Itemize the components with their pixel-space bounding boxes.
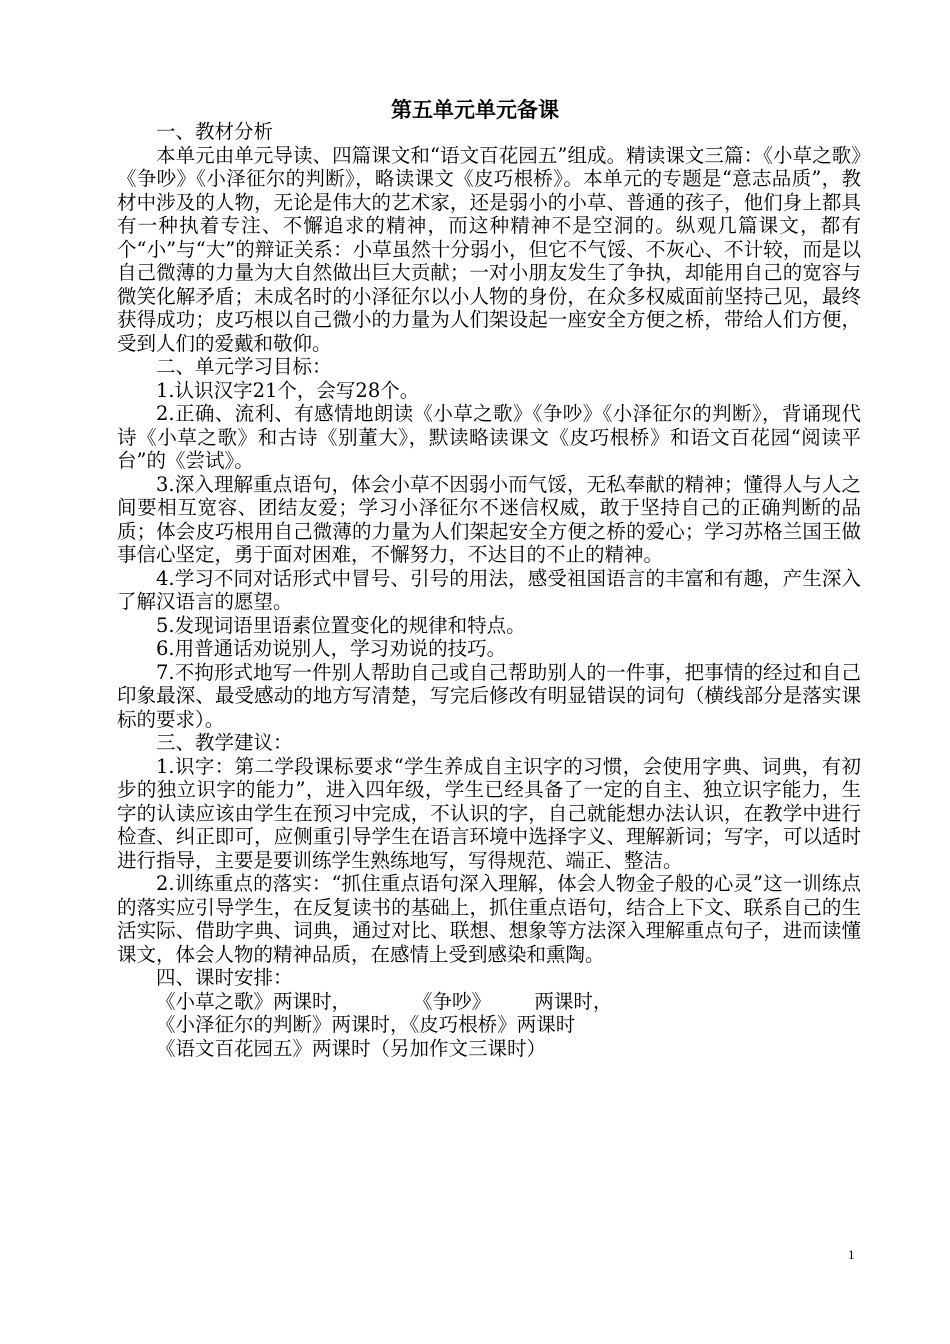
goal-item-2: 2.正确、流利、有感情地朗读《小草之歌》《争吵》《小泽征尔的判断》，背诵现代诗《小草之歌》和古诗《别董大》，默读略读课文《皮巧根桥》和语文百花园“阅读平台”的《尝试》。 bbox=[117, 402, 861, 472]
goal-item-5: 5.发现词语里语素位置变化的规律和特点。 bbox=[156, 613, 526, 637]
document-body bbox=[117, 120, 861, 1060]
section-heading-4: 四、课时安排： bbox=[156, 966, 293, 989]
schedule-line-3: 《语文百花园五》两课时（另加作文三课时） bbox=[156, 1036, 547, 1060]
paragraph-textbook-analysis: 本单元由单元导读、四篇课文和“语文百花园五”组成。精读课文三篇：《小草之歌》《争吵》《小泽征尔的判断》，略读课文《皮巧根桥》。本单元的专题是“意志品质”，教材中涉及的人物，无论是伟大的艺术家，还是弱小的小草、普通的孩子，他们身上都具有一种执着专注、不懈追求的精神，而这种精神不是空洞的。纵观几篇课文，都有个“小”与“大”的辩证关系：小草虽然十分弱小，但它不气馁、不灰心、不计较，而是以自己微薄的力量为大自然做出巨大贡献；一对小朋友发生了争执，却能用自己的宽容与微笑化解矛盾；未成名时的小泽征尔以小人物的身份，在众多权威面前坚持己见，最终获得成功；皮巧根以自己微小的力量为人们架设起一座安全方便之桥，带给人们方便，受到人们的爱戴和敬仰。 bbox=[117, 143, 861, 355]
goal-item-3: 3.深入理解重点语句，体会小草不因弱小而气馁，无私奉献的精神；懂得人与人之间要相互宽容、团结友爱；学习小泽征尔不迷信权威，敢于坚持自己的正确判断的品质；体会皮巧根用自己微薄的力量为人们架起安全方便之桥的爱心；学习苏格兰国王做事信心坚定，勇于面对困难，不懈努力，不达目的不止的精神。 bbox=[117, 472, 861, 566]
section-heading-3: 三、教学建议： bbox=[156, 731, 293, 754]
suggestion-item-2: 2.训练重点的落实：“抓住重点语句深入理解，体会人物金子般的心灵”这一训练点的落实应引导学生，在反复读书的基础上，抓住重点语句，结合上下文、联系自己的生活实际、借助字典、词典，通过对比、联想、想象等方法深入理解重点句子，进而读懂课文，体会人物的精神品质，在感情上受到感染和熏陶。 bbox=[117, 872, 861, 966]
schedule-line-1: 《小草之歌》两课时， 《争吵》 两课时， bbox=[156, 989, 613, 1013]
goal-item-4: 4.学习不同对话形式中冒号、引号的用法，感受祖国语言的丰富和有趣，产生深入了解汉语言的愿望。 bbox=[117, 566, 861, 613]
schedule-line-2: 《小泽征尔的判断》两课时，《皮巧根桥》两课时 bbox=[156, 1013, 576, 1036]
page-number: 1 bbox=[848, 1247, 855, 1262]
goal-item-1: 1.认识汉字21个，会写28个。 bbox=[156, 378, 420, 402]
suggestion-item-1: 1.识字：第二学段课标要求“学生养成自主识字的习惯，会使用字典、词典，有初步的独立识字的能力”，进入四年级，学生已经具备了一定的自主、独立识字能力，生字的认读应该由学生在预习中完成，不认识的字，自己就能想办法认识，在教学中进行检查、纠正即可，应侧重引导学生在语言环境中选择字义、理解新词；写字，可以适时进行指导，主要是要训练学生熟练地写，写得规范、端正、整洁。 bbox=[117, 754, 861, 872]
section-heading-2: 二、单元学习目标： bbox=[156, 355, 332, 378]
goal-item-6: 6.用普通话劝说别人，学习劝说的技巧。 bbox=[156, 637, 507, 660]
goal-item-7: 7.不拘形式地写一件别人帮助自己或自己帮助别人的一件事，把事情的经过和自己印象最深、最受感动的地方写清楚，写完后修改有明显错误的词句（横线部分是落实课标的要求）。 bbox=[117, 660, 861, 731]
document-title: 第五单元单元备课 bbox=[391, 98, 559, 122]
section-heading-1: 一、教材分析 bbox=[156, 120, 274, 143]
